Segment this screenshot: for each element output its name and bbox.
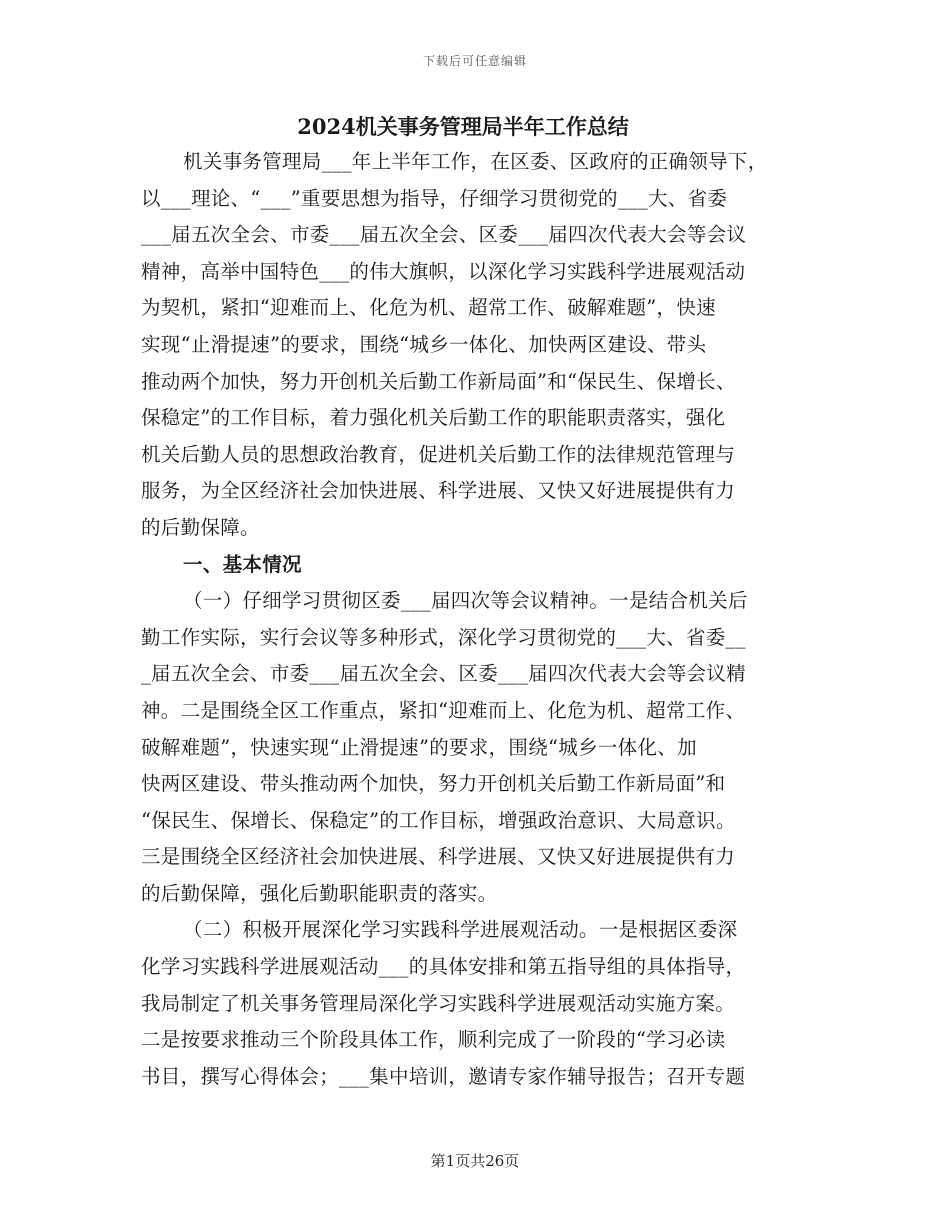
body-line: 我局制定了机关事务管理局深化学习实践科学进展观活动实施方案。	[141, 991, 736, 1015]
body-line: 二是按要求推动三个阶段具体工作，顺利完成了一阶段的“学习必读	[141, 1028, 726, 1052]
body-line: ___届五次全会、市委___届五次全会、区委___届四次代表大会等会议	[141, 223, 747, 247]
body-line: 的后勤保障。	[141, 515, 260, 539]
body-line: 为契机，紧扣“迎难而上、化危为机、超常工作、破解难题”，快速	[141, 296, 716, 320]
body-line: 书目，撰写心得体会；___集中培训，邀请专家作辅导报告；召开专题	[141, 1064, 746, 1088]
body-line: 保稳定”的工作目标，着力强化机关后勤工作的职能职责落实，强化	[141, 406, 726, 430]
body-line: 神。二是围绕全区工作重点，紧扣“迎难而上、化危为机、超常工作、	[141, 698, 746, 722]
body-line: _届五次全会、市委___届五次全会、区委___届四次代表大会等会议精	[141, 662, 746, 686]
section-heading: 一、基本情况	[183, 552, 302, 576]
body-line: 的后勤保障，强化后勤职能职责的落实。	[141, 881, 498, 905]
body-line: 快两区建设、带头推动两个加快，努力开创机关后勤工作新局面”和	[141, 772, 726, 796]
body-line: 机关后勤人员的思想政治教育，促进机关后勤工作的法律规范管理与	[141, 442, 736, 466]
body-line: 破解难题”，快速实现“止滑提速”的要求，围绕“城乡一体化、加	[141, 735, 697, 759]
body-line: 以___理论、“___”重要思想为指导，仔细学习贯彻党的___大、省委	[141, 186, 728, 210]
body-line: 实现“止滑提速”的要求，围绕“城乡一体化、加快两区建设、带头	[141, 332, 707, 356]
body-line: 推动两个加快，努力开创机关后勤工作新局面”和“保民生、保增长、	[141, 369, 736, 393]
body-line: （一）仔细学习贯彻区委___届四次等会议精神。一是结合机关后	[183, 589, 748, 613]
body-line: “保民生、保增长、保稳定”的工作目标，增强政治意识、大局意识。	[141, 808, 736, 832]
body-line: （二）积极开展深化学习实践科学进展观活动。一是根据区委深	[183, 918, 738, 942]
body-line: 机关事务管理局___年上半年工作，在区委、区政府的正确领导下，	[183, 150, 768, 173]
document-body	[141, 144, 797, 1095]
body-line: 服务，为全区经济社会加快进展、科学进展、又快又好进展提供有力	[141, 479, 736, 503]
body-line: 化学习实践科学进展观活动___的具体安排和第五指导组的具体指导，	[141, 955, 746, 979]
page-footer: 第1页共26页	[430, 1152, 520, 1170]
header-note: 下载后可任意编辑	[422, 54, 527, 68]
body-line: 精神，高举中国特色___的伟大旗帜，以深化学习实践科学进展观活动	[141, 259, 746, 283]
body-line: 勤工作实际，实行会议等多种形式，深化学习贯彻党的___大、省委__	[141, 625, 746, 649]
body-line: 三是围绕全区经济社会加快进展、科学进展、又快又好进展提供有力	[141, 845, 736, 869]
document-title: 2024机关事务管理局半年工作总结	[297, 114, 629, 139]
